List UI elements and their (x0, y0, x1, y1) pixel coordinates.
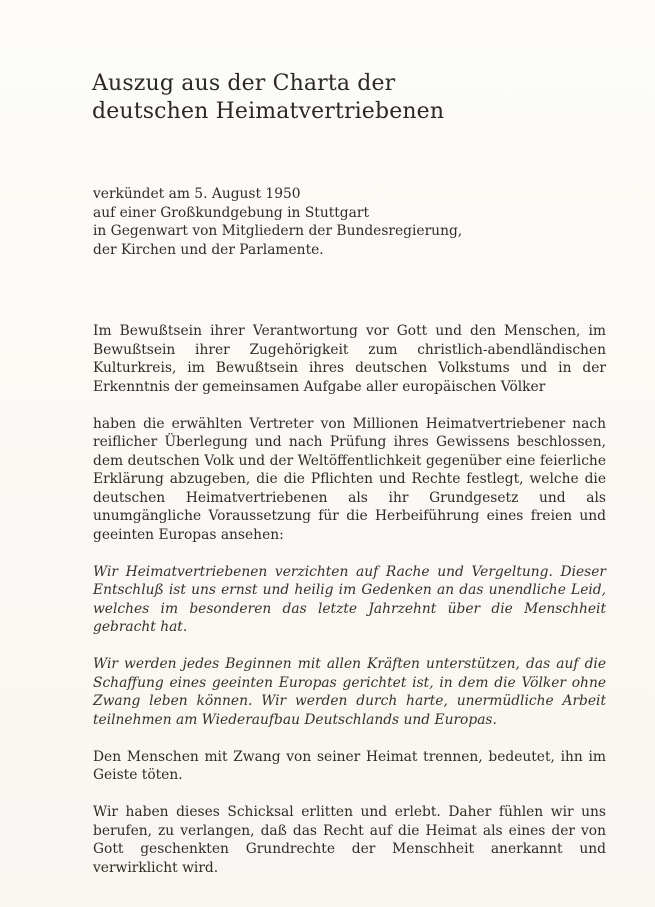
paragraph-europe: Wir werden jedes Beginnen mit allen Kräften unterstützen, das auf die Schaffung eines geeinten Europas gerichtet ist, in dem die Völker ohne Zwang leben können. Wir werden durch harte, unermüdliche Arbeit teilnehmen am Wiederaufbau Deutschlands und Europas. (93, 656, 606, 728)
paragraph-right-to-homeland: Wir haben dieses Schicksal erlitten und erlebt. Daher fühlen wir uns berufen, zu verlangen, daß das Recht auf die Heimat als eines der von Gott geschenkten Grundrechte der Menschheit anerkannt und verwirklicht wird. (93, 804, 606, 876)
paragraph-separation: Den Menschen mit Zwang von seiner Heimat trennen, bedeutet, ihn im Geiste töten. (93, 748, 606, 783)
document-title (92, 70, 572, 126)
title-line-1: Auszug aus der Charta der (92, 71, 396, 96)
paragraph-preamble: Im Bewußtsein ihrer Verantwortung vor Gott und den Menschen, im Bewußtsein ihrer Zugehörigkeit zum christlich-abendländischen Kulturkreis, im Bewußtsein ihres deutschen Volkstums und in der Erkenntnis der gemeinsamen Aufgabe aller europäischen Völker (93, 323, 606, 395)
charter-body (93, 322, 606, 896)
intro-line-3: in Gegenwart von Mitgliedern der Bundesregierung, (93, 223, 463, 239)
intro-line-1: verkündet am 5. August 1950 (93, 186, 301, 202)
paragraph-declaration: haben die erwählten Vertreter von Millionen Heimatvertriebener nach reiflicher Überlegung und nach Prüfung ihres Gewissens beschlossen, dem deutschen Volk und der Weltöffentlichkeit gegenüber eine feierliche Erklärung abzugeben, die die Pflichten und Rechte festlegt, welche die deutschen Heimatvertriebenen als ihr Grundgesetz und als unumgängliche Voraussetzung für die Herbeiführung eines freien und geeinten Europas ansehen: (93, 415, 606, 543)
proclamation-intro (93, 185, 513, 259)
intro-line-2: auf einer Großkundgebung in Stuttgart (93, 204, 369, 221)
title-line-2: deutschen Heimatvertriebenen (92, 99, 445, 124)
paragraph-renunciation: Wir Heimatvertriebenen verzichten auf Rache und Vergeltung. Dieser Entschluß ist uns ernst und heilig im Gedenken an das unendliche Leid, welches im besonderen das letzte Jahrzehnt über die Menschheit gebracht hat. (93, 563, 606, 635)
intro-line-4: der Kirchen und der Parlamente. (93, 241, 324, 258)
